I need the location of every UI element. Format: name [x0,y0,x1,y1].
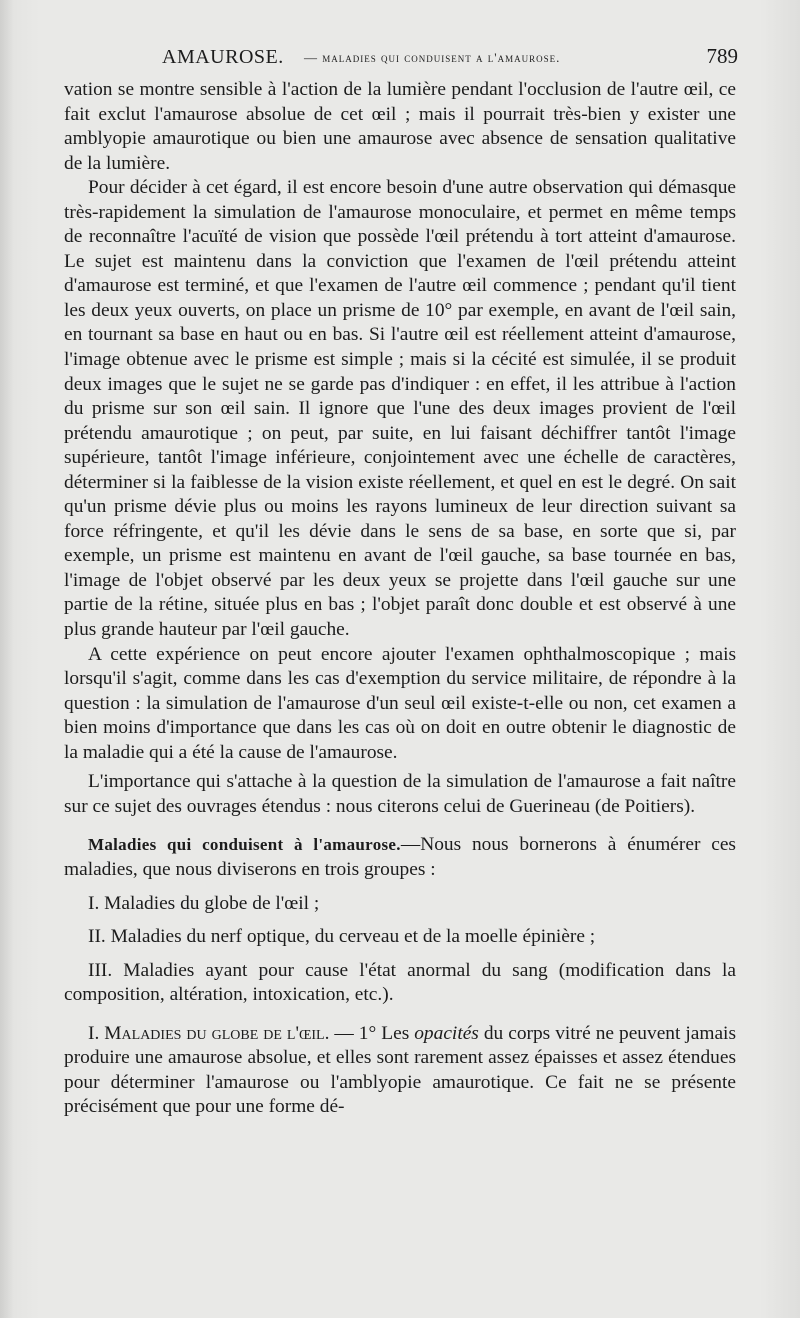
section-intro: —Nous nous bornerons à énumérer ces maladies, que nous diviserons en trois groupes : [64,834,736,880]
paragraph-continuation: vation se montre sensible à l'action de la lumière pendant l'occlusion de l'autre œil, ce fait exclut l'amaurose absolue de cet œil ; mais il pourrait très-bien y exister une amblyopie amaurotique ou bien une amaurose avec absence de sensation qualitative de la lumière. [64,79,736,174]
paragraph-importance: L'importance qui s'attache à la question de la simulation de l'amaurose a fait naître sur ce sujet des ouvrages étendus : nous citerons celui de Guerineau (de Poitiers). [64,771,736,817]
paragraph-prism-test: Pour décider à cet égard, il est encore besoin d'une autre observation qui démasque très-rapidement la simulation de l'amaurose monoculaire, et permet en même temps de reconnaître l'acuïté de vision que possède l'œil prétendu à tort atteint d'amaurose. Le sujet est maintenu dans la conviction que l'examen de l'œil prétendu atteint d'amaurose est terminé, et que l'examen de l'autre œil commence ; pendant qu'il tient les deux yeux ouverts, on place un prisme de 10° par exemple, en avant de l'œil sain, en tournant sa base en haut ou en bas. Si l'autre œil est réellement atteint d'amaurose, l'image obtenue avec le prisme est simple ; mais si la cécité est simulée, il se produit deux images que le sujet ne se garde pas d'indiquer : en effet, il les attribue à l'action du prisme sur son œil sain. Il ignore que l'une des deux images provient de l'œil prétendu amaurotique ; on peut, par suite, en lui faisant déchiffrer tantôt l'image supérieure, tantôt l'image inférieure, conjointement avec une échelle de caractères, déterminer si la faiblesse de la vision existe réellement, et quel en est le degré. On sait qu'un prisme dévie plus ou moins les rayons lumineux de leur direction suivant sa force réfringente, et qu'il les dévie dans le sens de sa base, en sorte que si, par exemple, un prisme est maintenu en avant de l'œil gauche, sa base tournée en bas, l'image de l'objet observé par les deux yeux se projette dans l'œil gauche sur une partie de la rétine, située plus en bas ; l'objet paraît donc double et est observé à une plus grande hauteur par l'œil gauche. [64,177,736,641]
body-text [64,78,736,1120]
page-number: 789 [706,44,738,68]
group-item-2: II. Maladies du nerf optique, du cerveau et de la moelle épinière ; [88,926,596,948]
section-paragraph [64,833,736,882]
running-header [64,44,738,78]
paragraph-ophthalmoscope: A cette expérience on peut encore ajouter l'examen ophthalmoscopique ; mais lorsqu'il s'agit, comme dans les cas d'exemption du service militaire, de répondre à la question : la simulation de l'amaurose d'un seul œil existe-t-elle ou non, cet examen a bien moins d'importance que dans les cas où on doit en outre obtenir le diagnostic de la maladie qui a été la cause de l'amaurose. [64,643,736,763]
subsection-paragraph [64,1022,736,1120]
subsection-heading: I. Maladies du globe de l'œil. [88,1022,330,1044]
header-subtitle: — maladies qui conduisent a l'amaurose. [304,50,561,65]
group-item-1: I. Maladies du globe de l'œil ; [88,892,320,914]
group-item-3: III. Maladies ayant pour cause l'état anormal du sang (modification dans la composition, altération, intoxication, etc.). [64,959,736,1006]
subsection-lead-rest: — 1° Les [329,1022,415,1044]
section-heading: Maladies qui conduisent à l'amaurose. [88,835,401,855]
subsection-text: du corps vitré ne peuvent jamais produire une amaurose absolue, et elles sont rarement assez épaisses et assez étendues pour déterminer l'amaurose ou l'amblyopie amaurotique. Ce fait ne se présente précisément que pour une forme dé- [64,1022,736,1118]
header-title: AMAUROSE. [162,46,284,68]
subsection-italic-term: opacités [414,1022,479,1044]
